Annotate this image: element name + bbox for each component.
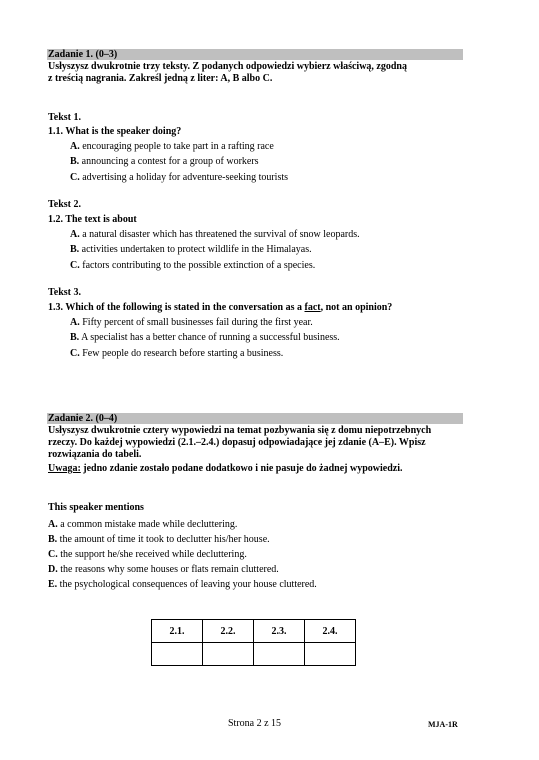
question-1-2: 1.2. The text is about: [48, 214, 137, 225]
option-1-3-a[interactable]: [70, 317, 313, 329]
question-1-3: [48, 302, 392, 314]
task2-title: Zadanie 2. (0–4): [48, 413, 118, 424]
task2-note: [48, 463, 402, 475]
task2-instruction-line1: Usłyszysz dwukrotnie cztery wypowiedzi na temat pozbywania się z domu niepotrzebnych: [48, 425, 432, 436]
option-letter: B.: [70, 244, 80, 255]
answer-header-2-2: 2.2.: [203, 620, 254, 643]
option-letter: C.: [48, 549, 58, 560]
option-text: Few people do research before starting a business.: [82, 348, 284, 359]
option-text: encouraging people to take part in a rafting race: [82, 141, 274, 152]
option-1-1-b[interactable]: [70, 156, 259, 168]
option-text: advertising a holiday for adventure-seeking tourists: [82, 172, 289, 183]
page-number: Strona 2 z 15: [228, 718, 282, 729]
question-1-3-fact: fact: [304, 302, 321, 313]
option-text: a common mistake made while decluttering.: [60, 519, 238, 530]
text2-label: Tekst 2.: [48, 199, 81, 210]
task2-stem: This speaker mentions: [48, 502, 144, 513]
task1-instruction-line1: Usłyszysz dwukrotnie trzy teksty. Z podanych odpowiedzi wybierz właściwą, zgodną: [48, 61, 407, 72]
option-letter: A.: [48, 519, 58, 530]
text3-label: Tekst 3.: [48, 287, 81, 298]
answer-header-2-4: 2.4.: [305, 620, 356, 643]
answer-table: [151, 619, 356, 666]
option-text: Fifty percent of small businesses fail during the first year.: [82, 317, 313, 328]
option-letter: B.: [48, 534, 58, 545]
task2-option-d: [48, 564, 279, 576]
option-letter: A.: [70, 317, 80, 328]
answer-cell-2-4[interactable]: [305, 643, 356, 666]
option-text: the amount of time it took to declutter his/her house.: [59, 534, 270, 545]
question-1-3-post: , not an opinion?: [320, 302, 393, 313]
option-1-3-b[interactable]: [70, 332, 340, 344]
option-letter: E.: [48, 579, 58, 590]
question-1-3-pre: 1.3. Which of the following is stated in the conversation as a: [48, 302, 305, 313]
option-1-1-a[interactable]: [70, 141, 274, 153]
answer-cell-2-1[interactable]: [152, 643, 203, 666]
answer-header-2-3: 2.3.: [254, 620, 305, 643]
task2-option-a: [48, 519, 237, 531]
task2-instruction-line2: rzeczy. Do każdej wypowiedzi (2.1.–2.4.) dopasuj odpowiadające jej zdanie (A–E). Wpisz: [48, 437, 426, 448]
option-text: announcing a contest for a group of workers: [81, 156, 259, 167]
option-letter: B.: [70, 156, 80, 167]
option-text: activities undertaken to protect wildlife in the Himalayas.: [81, 244, 312, 255]
task2-option-b: [48, 534, 270, 546]
option-text: factors contributing to the possible extinction of a species.: [82, 260, 316, 271]
option-1-3-c[interactable]: [70, 348, 283, 360]
answer-table-header-row: [152, 620, 356, 643]
exam-code: MJA-1R: [428, 720, 458, 729]
question-1-1: 1.1. What is the speaker doing?: [48, 126, 182, 137]
answer-header-2-1: 2.1.: [152, 620, 203, 643]
task1-instruction-line2: z treścią nagrania. Zakreśl jedną z liter: A, B albo C.: [48, 73, 273, 84]
text1-label: Tekst 1.: [48, 112, 81, 123]
answer-table-input-row: [152, 643, 356, 666]
option-text: a natural disaster which has threatened the survival of snow leopards.: [82, 229, 360, 240]
option-letter: A.: [70, 141, 80, 152]
option-1-2-a[interactable]: [70, 229, 360, 241]
option-1-1-c[interactable]: [70, 172, 288, 184]
answer-cell-2-2[interactable]: [203, 643, 254, 666]
note-label: Uwaga:: [48, 463, 81, 474]
note-text: jedno zdanie zostało podane dodatkowo i nie pasuje do żadnej wypowiedzi.: [80, 463, 403, 474]
option-letter: C.: [70, 348, 80, 359]
task2-instruction-line3: rozwiązania do tabeli.: [48, 449, 142, 460]
option-text: A specialist has a better chance of running a successful business.: [81, 332, 340, 343]
answer-cell-2-3[interactable]: [254, 643, 305, 666]
task1-title: Zadanie 1. (0–3): [48, 49, 118, 60]
task2-option-c: [48, 549, 247, 561]
option-letter: A.: [70, 229, 80, 240]
option-text: the psychological consequences of leaving your house cluttered.: [59, 579, 317, 590]
option-letter: C.: [70, 260, 80, 271]
option-text: the support he/she received while decluttering.: [60, 549, 247, 560]
option-1-2-b[interactable]: [70, 244, 312, 256]
option-letter: D.: [48, 564, 58, 575]
option-letter: C.: [70, 172, 80, 183]
option-text: the reasons why some houses or flats remain cluttered.: [60, 564, 279, 575]
task2-option-e: [48, 579, 317, 591]
option-1-2-c[interactable]: [70, 260, 315, 272]
option-letter: B.: [70, 332, 80, 343]
